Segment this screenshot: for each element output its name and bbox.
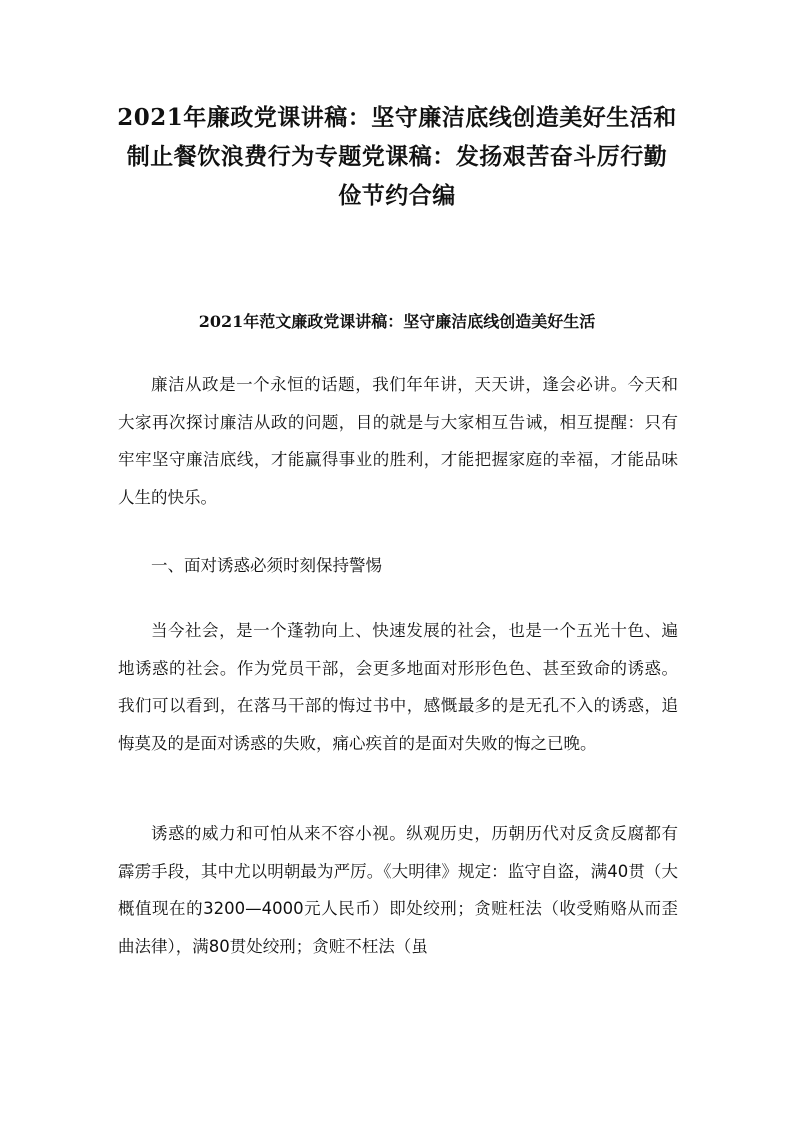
- paragraph-temptation: 当今社会，是一个蓬勃向上、快速发展的社会，也是一个五光十色、遍地诱惑的社会。作为党员干部，会更多地面对形形色色、甚至致命的诱惑。我们可以看到，在落马干部的悔过书中，感慨最多的是无孔不入的诱惑，追悔莫及的是面对诱惑的失败，痛心疾首的是面对失败的悔之已晚。: [118, 621, 678, 753]
- document-title-line-1: 2021年廉政党课讲稿：坚守廉洁底线创造美好生活和: [117, 104, 677, 131]
- section-subtitle: 2021年范文廉政党课讲稿：坚守廉洁底线创造美好生活: [198, 312, 596, 331]
- paragraph-history: 诱惑的威力和可怕从来不容小视。纵观历史，历朝历代对反贪反腐都有霹雳手段，其中尤以明朝最为严厉。《大明律》规定：监守自盗，满40贯（大概值现在的3200—4000元人民币）即处绞刑；贪赃枉法（收受贿赂从而歪曲法律），满80贯处绞刑；贪赃不枉法（虽: [118, 824, 678, 956]
- paragraph-intro: 廉洁从政是一个永恒的话题，我们年年讲，天天讲，逢会必讲。今天和大家再次探讨廉洁从政的问题，目的就是与大家相互告诫，相互提醒：只有牢牢坚守廉洁底线，才能赢得事业的胜利，才能把握家庭的幸福，才能品味人生的快乐。: [118, 375, 678, 507]
- document-title-line-3: 俭节约合编: [338, 182, 456, 209]
- document-title: [110, 98, 684, 215]
- section-heading: 一、面对诱惑必须时刻保持警惕: [151, 556, 382, 575]
- document-title-line-2: 制止餐饮浪费行为专题党课稿：发扬艰苦奋斗厉行勤: [126, 143, 668, 170]
